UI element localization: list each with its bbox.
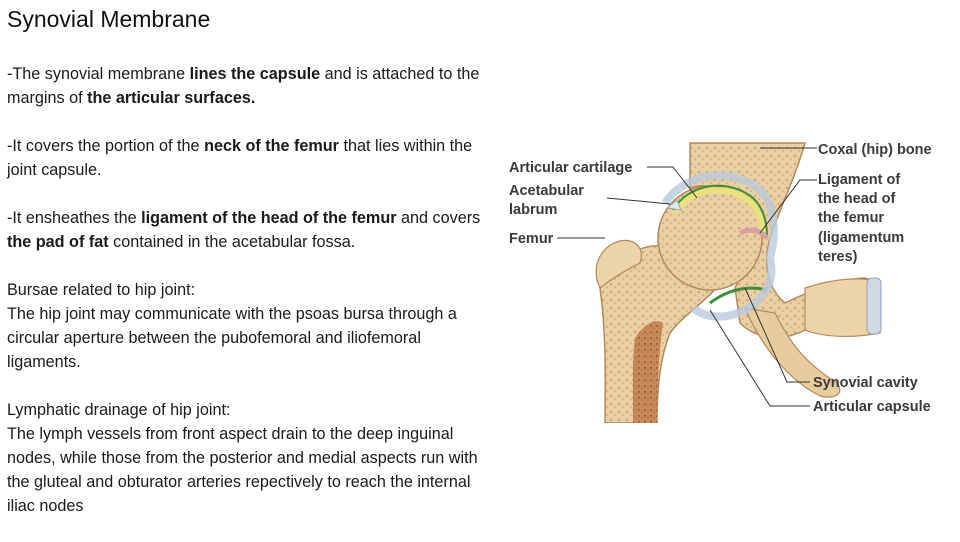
label-synovial-cavity: Synovial cavity bbox=[813, 375, 918, 391]
bold-run: lines the capsule bbox=[189, 65, 321, 83]
label-articular-capsule: Articular capsule bbox=[813, 399, 931, 415]
paragraph-ligament-head bbox=[7, 206, 487, 254]
text-run: -It ensheathes the bbox=[7, 209, 142, 227]
label-ligament-line5: teres) bbox=[818, 249, 858, 265]
text-run: and covers bbox=[396, 209, 481, 227]
label-acetabular-line2: labrum bbox=[509, 202, 558, 218]
hip-joint-illustration bbox=[505, 138, 955, 423]
paragraph-bursae bbox=[7, 278, 487, 374]
label-ligament-line4: (ligamentum bbox=[818, 230, 905, 246]
text-run: -The synovial membrane bbox=[7, 65, 190, 83]
slide-body bbox=[7, 62, 487, 542]
bursae-body: The hip joint may communicate with the psoas bursa through a circular aperture between the pubofemoral and iliofemoral ligaments. bbox=[7, 305, 457, 371]
label-ligament-line1: Ligament of bbox=[818, 172, 901, 188]
text-run: and is attached to the margins of bbox=[7, 65, 480, 107]
label-ligament-line3: the femur bbox=[818, 210, 885, 226]
slide-title: Synovial Membrane bbox=[7, 6, 211, 32]
bold-run: the articular surfaces. bbox=[87, 89, 256, 107]
ramus-cut-surface bbox=[867, 278, 881, 334]
bold-run: the pad of fat bbox=[7, 233, 109, 251]
label-ligament-line2: the head of bbox=[818, 191, 896, 207]
paragraph-lymphatic bbox=[7, 398, 487, 518]
label-acetabular-line1: Acetabular bbox=[509, 183, 584, 199]
text-run: contained in the acetabular fossa. bbox=[108, 233, 356, 251]
lymph-body: The lymph vessels from front aspect drain to the deep inguinal nodes, while those from the posterior and medial aspects run with the gluteal and obturator arteries repectively to reach the internal iliac nodes bbox=[7, 425, 478, 515]
paragraph-synovial-lining bbox=[7, 62, 487, 110]
label-articular-cartilage: Articular cartilage bbox=[509, 160, 633, 176]
bold-run: neck of the femur bbox=[204, 137, 339, 155]
lymph-heading: Lymphatic drainage of hip joint: bbox=[7, 401, 231, 419]
text-run: that lies within the joint capsule. bbox=[7, 137, 473, 179]
text-run: -It covers the portion of the bbox=[7, 137, 205, 155]
bold-run: ligament of the head of the femur bbox=[141, 209, 397, 227]
bursae-heading: Bursae related to hip joint: bbox=[7, 281, 196, 299]
paragraph-femur-neck bbox=[7, 134, 487, 182]
label-coxal-bone: Coxal (hip) bone bbox=[818, 142, 932, 158]
label-femur: Femur bbox=[509, 231, 554, 247]
leader-acetabular-labrum bbox=[607, 198, 670, 204]
